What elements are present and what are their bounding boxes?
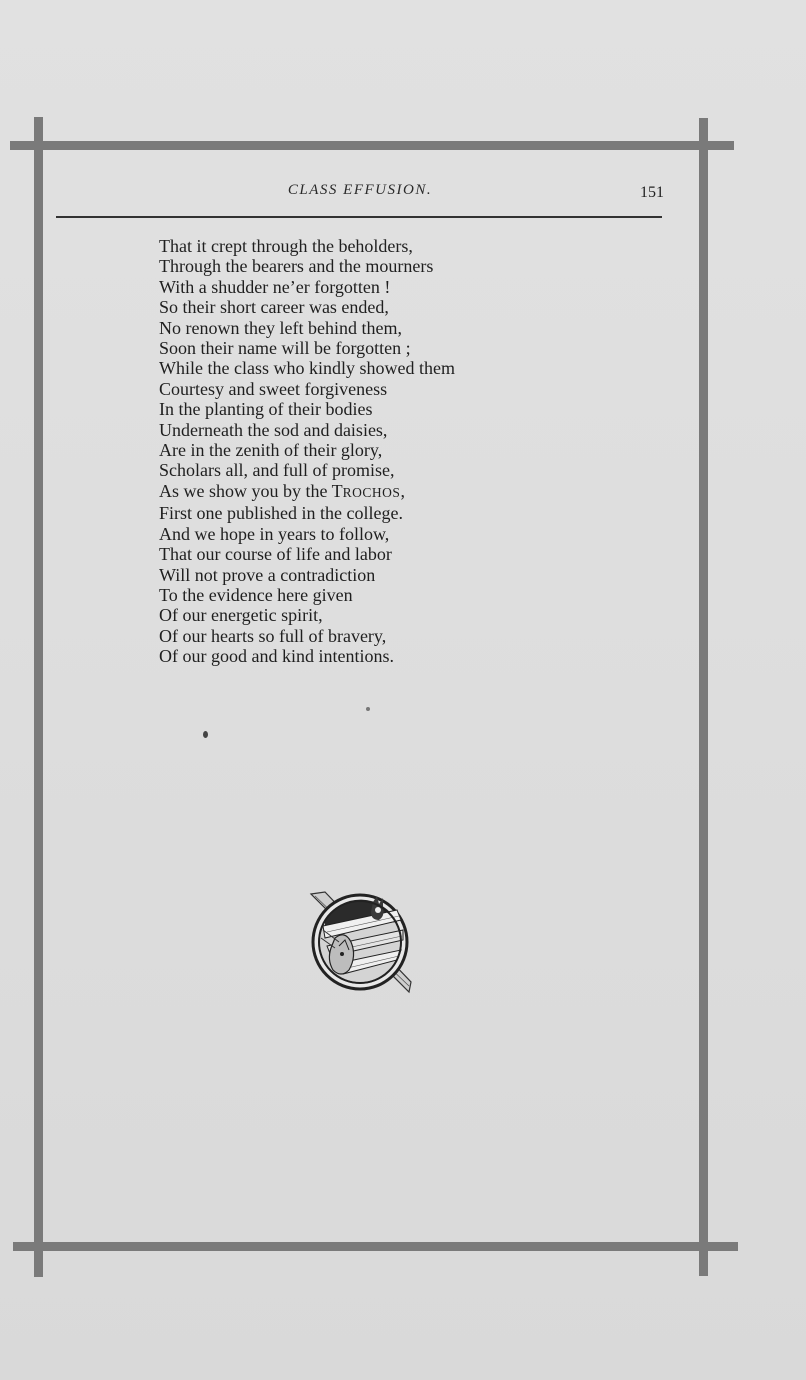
- poem-line: Courtesy and sweet forgiveness: [159, 378, 388, 399]
- poem-line: Of our good and kind intentions.: [159, 646, 394, 667]
- poem-line-trochos: [159, 481, 539, 503]
- trochos-initial: T: [331, 480, 343, 501]
- poem-line: First one published in the college.: [159, 503, 403, 524]
- poem-line: Underneath the sod and daisies,: [159, 419, 388, 440]
- frame-rule-right: [699, 118, 708, 1276]
- poem-line: Through the bearers and the mourners: [159, 256, 434, 277]
- trochos-line-after: ,: [400, 480, 405, 501]
- circular-vignette-icon: [305, 890, 415, 995]
- poem-line: In the planting of their bodies: [159, 399, 373, 420]
- poem-line: So their short career was ended,: [159, 297, 389, 318]
- page-number: 151: [640, 184, 664, 201]
- poem-line: Scholars all, and full of promise,: [159, 460, 395, 481]
- frame-rule-top: [10, 141, 734, 150]
- poem-line: And we hope in years to follow,: [159, 523, 390, 544]
- poem-line: Of our hearts so full of bravery,: [159, 625, 387, 646]
- poem-line: With a shudder ne’er forgotten !: [159, 276, 391, 297]
- poem-line: To the evidence here given: [159, 584, 353, 605]
- poem-line: While the class who kindly showed them: [159, 358, 455, 379]
- poem-line: No renown they left behind them,: [159, 317, 402, 338]
- ink-speck: [203, 731, 208, 738]
- trochos-line-before: As we show you by the: [159, 480, 332, 501]
- header-rule: [56, 216, 662, 218]
- ink-speck: [366, 707, 370, 711]
- poem-line: That our course of life and labor: [159, 544, 392, 565]
- poem-line: Will not prove a contradiction: [159, 564, 376, 585]
- frame-rule-bottom: [13, 1242, 738, 1251]
- poem-line: That it crept through the beholders,: [159, 236, 413, 256]
- poem-body: [159, 236, 539, 667]
- poem-line: Are in the zenith of their glory,: [159, 440, 383, 461]
- poem-line: Of our energetic spirit,: [159, 605, 323, 626]
- running-title: CLASS EFFUSION.: [287, 182, 433, 198]
- trochos-small-caps: ROCHOS: [342, 484, 401, 500]
- frame-rule-left: [34, 117, 43, 1277]
- poem-line: Soon their name will be forgotten ;: [159, 338, 411, 359]
- running-head: [56, 180, 664, 210]
